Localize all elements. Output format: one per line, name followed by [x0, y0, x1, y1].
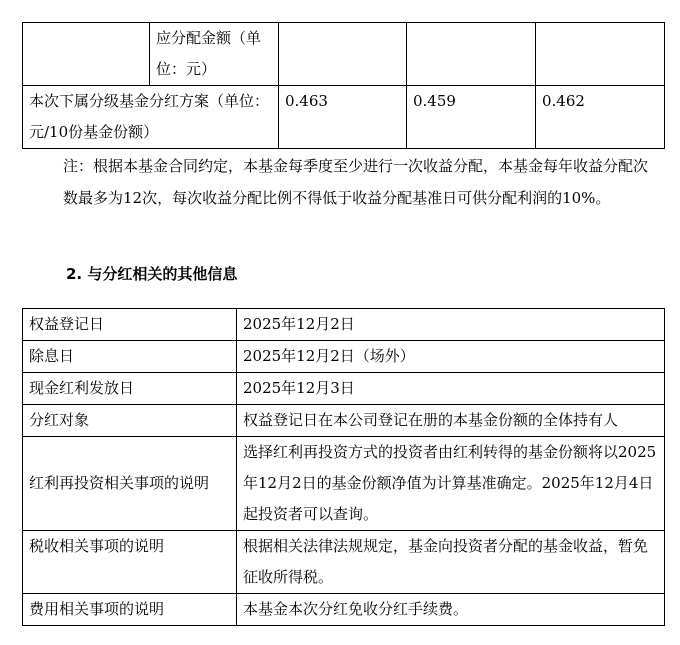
table-cell: [23, 23, 150, 86]
row-value: 2025年12月2日: [237, 309, 665, 341]
table-cell: [279, 23, 407, 86]
dividend-plan-label: 本次下属分级基金分红方案（单位：元/10份基金份额）: [23, 86, 279, 149]
row-label: 权益登记日: [23, 309, 237, 341]
note-text: 注：根据本基金合同约定，本基金每季度至少进行一次收益分配，本基金每年收益分配次数最多为12次，每次收益分配比例不得低于收益分配基准日可供分配利润的10%。: [63, 157, 649, 207]
dividend-plan-table: [22, 22, 665, 149]
class-c-value: 0.462: [536, 86, 665, 149]
row-label: 分红对象: [23, 405, 237, 437]
class-a-value: 0.463: [279, 86, 407, 149]
row-label: 红利再投资相关事项的说明: [23, 437, 237, 531]
row-value: 2025年12月2日（场外）: [237, 341, 665, 373]
row-label: 除息日: [23, 341, 237, 373]
row-label: 费用相关事项的说明: [23, 594, 237, 626]
class-b-value: 0.459: [407, 86, 536, 149]
table-row: [23, 86, 665, 149]
table-row: [23, 594, 665, 626]
allocated-amount-label: 应分配金额（单位：元）: [150, 23, 279, 86]
table-cell: [407, 23, 536, 86]
row-value: 2025年12月3日: [237, 373, 665, 405]
table-row: [23, 437, 665, 531]
table-row: [23, 23, 665, 86]
table-cell: [536, 23, 665, 86]
row-label: 现金红利发放日: [23, 373, 237, 405]
table-row: [23, 405, 665, 437]
row-value: 本基金本次分红免收分红手续费。: [237, 594, 665, 626]
table-row: [23, 309, 665, 341]
table-row: [23, 341, 665, 373]
row-label: 税收相关事项的说明: [23, 531, 237, 594]
row-value: 选择红利再投资方式的投资者由红利转得的基金份额将以2025年12月2日的基金份额净值为计算基准确定。2025年12月4日起投资者可以查询。: [237, 437, 665, 531]
table-row: [23, 373, 665, 405]
section-heading: 2. 与分红相关的其他信息: [66, 265, 238, 283]
row-value: 根据相关法律法规规定，基金向投资者分配的基金收益，暂免征收所得税。: [237, 531, 665, 594]
table-row: [23, 531, 665, 594]
row-value: 权益登记日在本公司登记在册的本基金份额的全体持有人: [237, 405, 665, 437]
dividend-info-table: [22, 308, 665, 626]
